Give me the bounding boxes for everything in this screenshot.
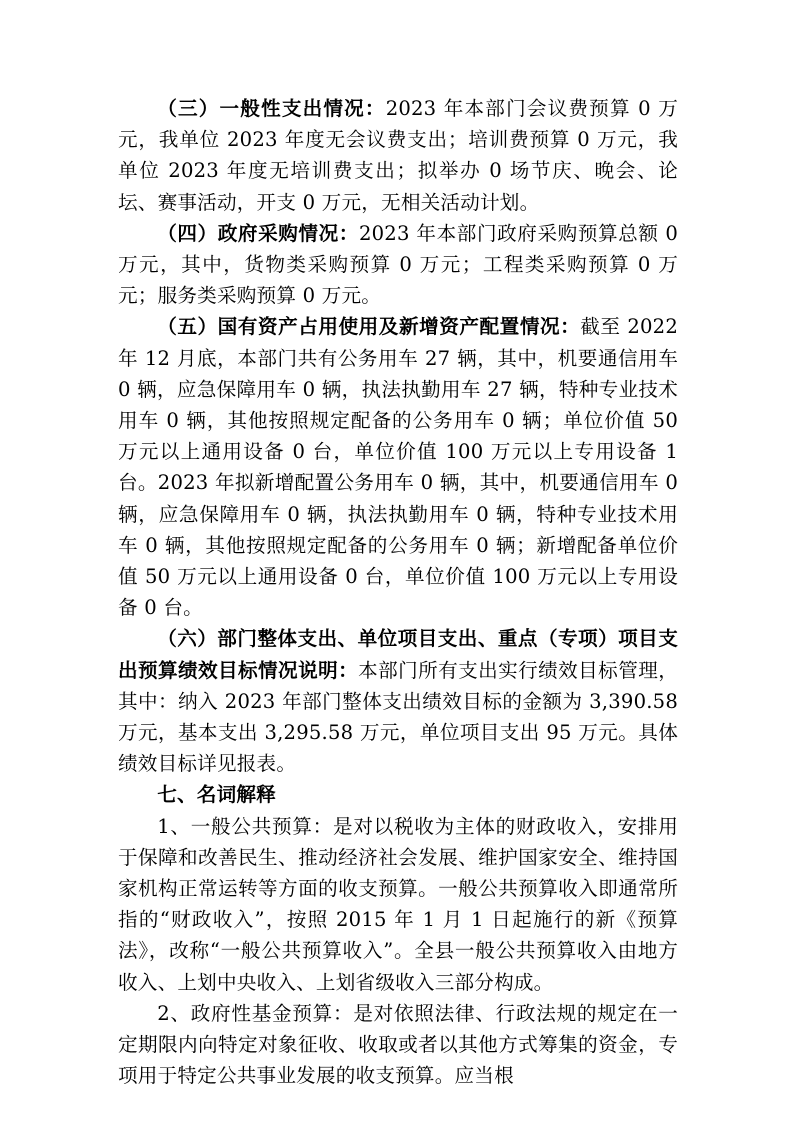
paragraph-text: 本部门所有支出实行绩效目标管理，其中：纳入 2023 年部门整体支出绩效目标的金额为 3,390.58 万元，基本支出 3,295.58 万元，单位项目支出 95 万元。具体绩效目标详见报表。: [118, 658, 678, 776]
paragraph-text: 2023 年本部门会议费预算 0 万元，我单位 2023 年度无会议费支出；培训费预算 0 万元，我单位 2023 年度无培训费支出；拟举办 0 场节庆、晚会、论坛、赛事活动，开支 0 万元，无相关活动计划。: [118, 97, 678, 214]
definition-general-public-budget: 1、一般公共预算：是对以税收为主体的财政收入，安排用于保障和改善民生、推动经济社会发展、维护国家安全、维持国家机构正常运转等方面的收支预算。一般公共预算收入即通常所指的“财政收入”，按照 2015 年 1 月 1 日起施行的新《预算法》，改称“一般公共预算收入”。全县一般公共预算收入由地方收入、上划中央收入、上划省级收入三部分构成。: [118, 814, 678, 994]
paragraph-heading: （四）政府采购情况：: [157, 221, 359, 245]
paragraph-heading: （五）国有资产占用使用及新增资产配置情况：: [157, 315, 581, 339]
paragraph-heading: （六）部门整体支出、单位项目支出、重点（专项）项目支出预算绩效目标情况说明：: [118, 627, 678, 682]
paragraph-text: 截至 2022 年 12 月底，本部门共有公务用车 27 辆，其中，机要通信用车 0 辆，应急保障用车 0 辆，执法执勤用车 27 辆，特种专业技术用车 0 辆，其他按照规定配备的公务用车 0 辆；单位价值 50 万元以上通用设备 0 台，单位价值 100 万元以上专用设备 1 台。2023 年拟新增配置公务用车 0 辆，其中，机要通信用车 0 辆，应急保障用车 0 辆，执法执勤用车 0 辆，特种专业技术用车 0 辆，其他按照规定配备的公务用车 0 辆；新增配备单位价值 50 万元以上通用设备 0 台，单位价值 100 万元以上专用设备 0 台。: [118, 315, 679, 620]
paragraph-performance-targets: [118, 623, 678, 779]
definition-government-fund-budget: 2、政府性基金预算：是对依照法律、行政法规的规定在一定期限内向特定对象征收、收取或者以其他方式筹集的资金，专项用于特定公共事业发展的收支预算。应当根: [118, 1001, 678, 1088]
document-body: [118, 93, 678, 1092]
section-title-glossary: 七、名词解释: [157, 783, 276, 807]
paragraph-government-procurement: [118, 218, 678, 312]
paragraph-text: 2023 年本部门政府采购预算总额 0 万元，其中，货物类采购预算 0 万元；工程类采购预算 0 万元；服务类采购预算 0 万元。: [118, 221, 679, 308]
paragraph-general-expenditure: [118, 93, 678, 218]
paragraph-heading: （三）一般性支出情况：: [157, 97, 386, 120]
paragraph-state-assets: [118, 311, 678, 623]
